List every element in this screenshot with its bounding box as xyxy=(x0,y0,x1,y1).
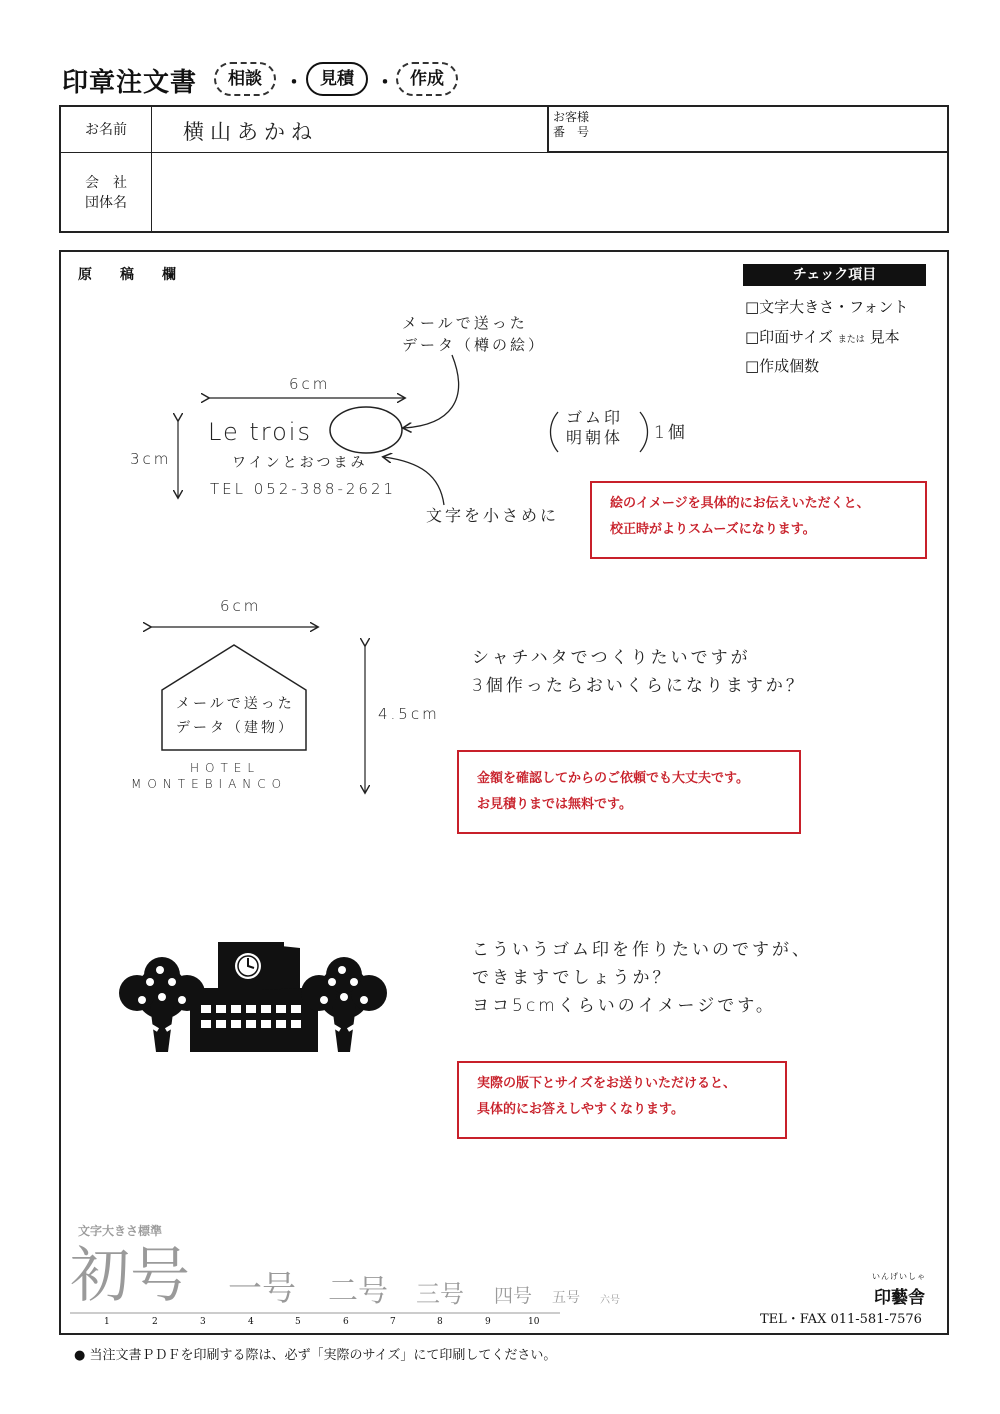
height-label: 4.5cm xyxy=(378,705,440,723)
ruler-tick: 7 xyxy=(390,1317,396,1327)
check-font-size[interactable]: □文字大きさ・フォント xyxy=(745,298,909,316)
draft-label: 原 稿 欄 xyxy=(78,267,176,283)
note-box: 金額を確認してからのご依頼でも大丈夫です。 お見積りまでは無料です。 xyxy=(457,750,801,834)
check-sample-label: 見本 xyxy=(869,328,900,346)
shachihata-question: シャチハタでつくりたいですが 3個作ったらおいくらになりますか？ xyxy=(472,648,806,696)
customer-number-label: 番 号 xyxy=(553,125,590,139)
company-name: 印藝舎 xyxy=(874,1288,925,1308)
note-box: 実際の版下とサイズをお送りいただけると、 具体的にお答えしやすくなります。 xyxy=(457,1061,787,1139)
check-quantity[interactable]: □作成個数 xyxy=(745,357,820,375)
rubber-stamp-question: こういうゴム印を作りたいのですが、 できますでしょうか？ ヨコ5cmくらいのイメージです。 xyxy=(472,940,812,1016)
size-3: 三号 xyxy=(416,1280,464,1308)
ruler-tick: 10 xyxy=(528,1317,540,1327)
company-ruby: いんげいしゃ xyxy=(872,1272,926,1281)
ruler-tick: 6 xyxy=(343,1317,349,1327)
name-label: お名前 xyxy=(85,122,127,138)
ruler-tick: 8 xyxy=(437,1317,443,1327)
small-text-note: 文字を小さめに xyxy=(426,506,560,525)
size-4: 四号 xyxy=(494,1285,533,1307)
width-label: 6cm xyxy=(220,597,262,615)
size-samples xyxy=(70,1238,670,1314)
quantity-note: 1個 xyxy=(654,423,688,443)
option-estimate[interactable]: 見積 xyxy=(306,62,368,96)
hotel-line-2: MONTEBIANCO xyxy=(131,777,288,791)
stamp-line-2: ワインとおつまみ xyxy=(232,455,368,471)
option-create[interactable]: 作成 xyxy=(396,62,458,96)
stamp-line-1: Le trois xyxy=(208,418,312,446)
name-field[interactable]: 横山あかね xyxy=(183,120,318,144)
size-1: 一号 xyxy=(228,1269,296,1309)
company-tel: TEL・FAX 011-581-7576 xyxy=(760,1312,922,1327)
size-2: 二号 xyxy=(328,1274,388,1309)
separator: ・ xyxy=(284,70,304,94)
barrel-placeholder-oval xyxy=(330,407,402,453)
stamp-line-3: TEL 052-388-2621 xyxy=(210,480,397,498)
company-label: 会 社 xyxy=(85,175,127,191)
separator: ・ xyxy=(375,70,395,94)
customer-number-label: お客様 xyxy=(553,110,590,124)
school-stamp-illustration xyxy=(119,942,387,1052)
email-data-note: メールで送った データ（樽の絵） xyxy=(402,314,547,354)
hotel-line-1: HOTEL xyxy=(190,761,261,775)
ruler-tick: 2 xyxy=(152,1317,158,1327)
ruler-tick: 1 xyxy=(104,1317,110,1327)
print-instruction: ● 当注文書ＰＤＦを印刷する際は、必ず「実際のサイズ」にて印刷してください。 xyxy=(74,1348,557,1363)
height-label: 3cm xyxy=(130,450,172,468)
ruler-tick: 9 xyxy=(485,1317,491,1327)
note-box: 絵のイメージを具体的にお伝えいただくと、 校正時がよりスムーズになります。 xyxy=(590,481,927,559)
ruler-tick: 3 xyxy=(200,1317,206,1327)
note-arrow xyxy=(404,355,459,428)
check-or-label: または xyxy=(837,335,865,345)
ruler-tick: 4 xyxy=(248,1317,254,1327)
page-title: 印章注文書 xyxy=(62,68,198,98)
size-6: 六号 xyxy=(600,1295,620,1306)
stamp-type: ゴム印 明朝体 xyxy=(566,408,624,447)
check-stamp-size-label: □印面サイズ xyxy=(745,328,833,346)
size-shogo: 初号 xyxy=(70,1241,190,1311)
checklist-title: チェック項目 xyxy=(743,264,926,286)
width-label: 6cm xyxy=(289,375,331,393)
ruler-tick: 5 xyxy=(295,1317,301,1327)
size-standard-label: 文字大きさ標準 xyxy=(78,1224,163,1238)
company-label: 団体名 xyxy=(85,195,127,211)
option-consult[interactable]: 相談 xyxy=(214,62,276,96)
house-note: メールで送った データ（建物） xyxy=(176,696,295,736)
size-5: 五号 xyxy=(552,1290,580,1306)
